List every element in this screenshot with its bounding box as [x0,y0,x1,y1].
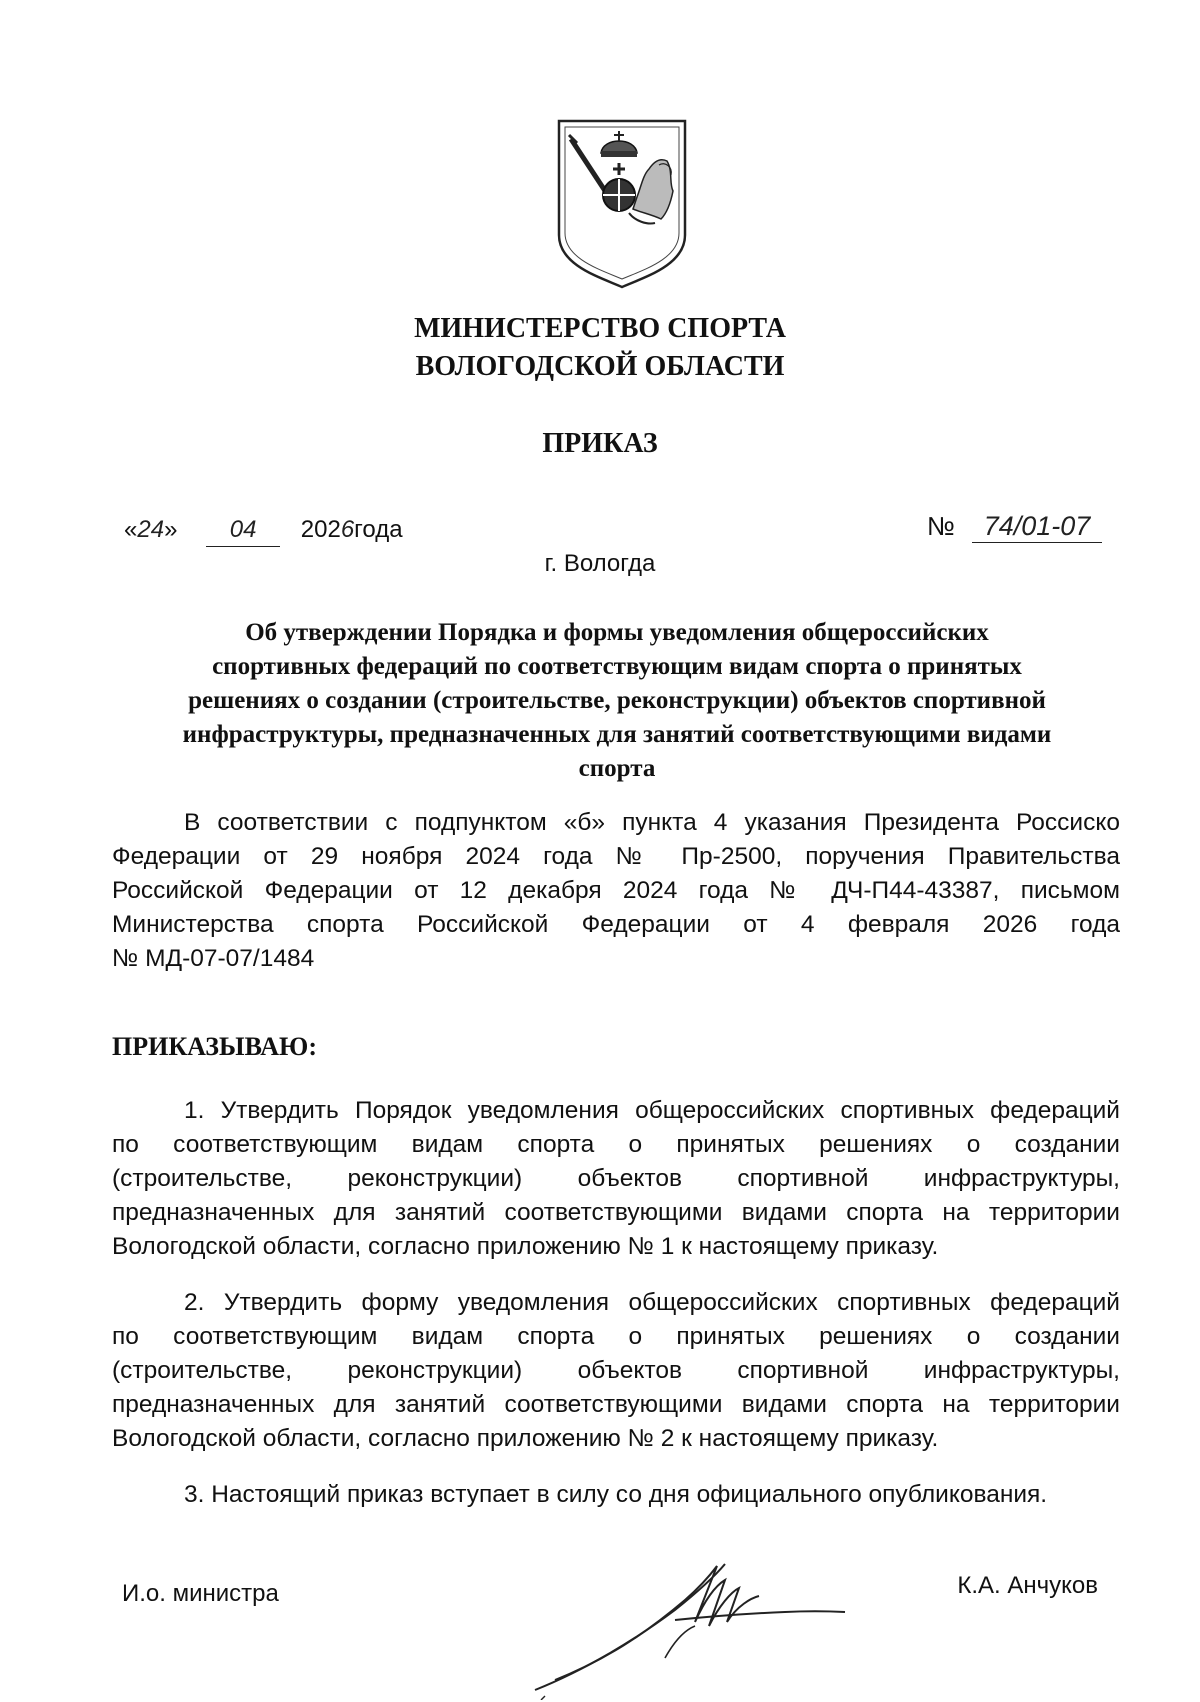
date-close-quote: » [164,516,178,543]
order-item-2 [112,1286,1120,1456]
preamble-paragraph [112,806,1120,976]
title-line: спортивных федераций по соответствующим видам спорта о принятых [212,653,1022,680]
decree-heading: ПРИКАЗЫВАЮ: [112,1032,317,1061]
handwritten-signature [525,1550,855,1700]
order-number [927,510,1102,543]
coat-of-arms-icon [555,117,689,289]
order-date [124,514,403,547]
item-line: 2. Утвердить форму уведомления общероссийских спортивных федераций [184,1289,1120,1316]
title-line: инфраструктуры, предназначенных для занятий соответствующими видами [182,721,1052,748]
preamble-line: № МД-07-07/1484 [112,945,315,972]
item-line: предназначенных для занятий соответствующими видами спорта на территории [112,1199,1120,1226]
preamble-line: В соответствии с подпунктом «б» пункта 4 указания Президента Россиско [184,809,1120,836]
item-line: Вологодской области, согласно приложению № 2 к настоящему приказу. [112,1425,939,1452]
date-year-digit: 6 [340,516,355,543]
date-month: 04 [206,514,280,547]
item-line: Вологодской области, согласно приложению № 1 к настоящему приказу. [112,1233,939,1260]
preamble-line: Министерства спорта Российской Федерации от 4 февраля 2026 года [112,911,1120,938]
date-year-prefix: 202 [300,516,341,543]
title-line: спорта [578,755,656,782]
signatory-name: К.А. Анчуков [957,1572,1098,1599]
ministry-name-line1: МИНИСТЕРСТВО СПОРТА [414,313,786,344]
item-line: по соответствующим видам спорта о принятых решениях о создании [112,1323,1120,1350]
date-open-quote: « [124,516,138,543]
order-item-3 [112,1478,1120,1512]
document-title [112,616,1122,786]
title-line: Об утверждении Порядка и формы уведомления общероссийских [245,619,989,646]
item-line: предназначенных для занятий соответствующими видами спорта на территории [112,1391,1120,1418]
item-line: по соответствующим видам спорта о принятых решениях о создании [112,1131,1120,1158]
item-line: 1. Утвердить Порядок уведомления общероссийских спортивных федераций [184,1097,1120,1124]
preamble-line: Российской Федерации от 12 декабря 2024 года № ДЧ-П44-43387, письмом [112,877,1120,904]
document-type-heading: ПРИКАЗ [542,428,658,459]
ministry-name-line2: ВОЛОГОДСКОЙ ОБЛАСТИ [415,351,785,382]
item-line: (строительстве, реконструкции) объектов спортивной инфраструктуры, [112,1357,1120,1384]
title-line: решениях о создании (строительстве, реконструкции) объектов спортивной [188,687,1046,714]
city: г. Вологда [544,550,656,577]
number-sign: № [926,511,955,541]
date-suffix: года [354,516,403,543]
item-line: (строительстве, реконструкции) объектов спортивной инфраструктуры, [112,1165,1120,1192]
date-day: 24 [137,516,165,543]
signatory-role: И.о. министра [122,1580,279,1607]
item-line: 3. Настоящий приказ вступает в силу со дня официального опубликования. [184,1481,1048,1508]
order-item-1 [112,1094,1120,1264]
preamble-line: Федерации от 29 ноября 2024 года № Пр-2500, поручения Правительства [112,843,1120,870]
number-value: 74/01-07 [972,510,1102,543]
